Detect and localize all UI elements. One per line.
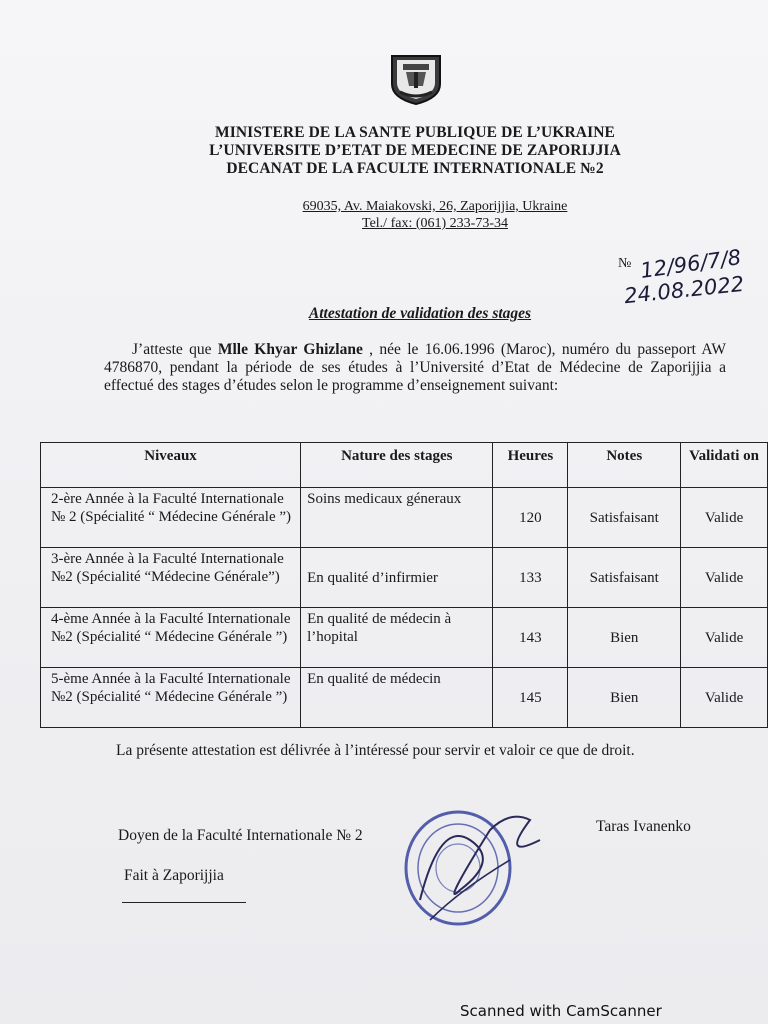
cell-nature: Soins medicaux géneraux: [301, 488, 493, 548]
header-notes: Notes: [568, 443, 681, 488]
header-validation: Validati on: [681, 443, 768, 488]
document-title: Attestation de validation des stages: [308, 305, 532, 322]
address-street: 69035, Av. Maiakovski, 26, Zaporijjia, Ukraine: [302, 199, 568, 214]
address-block: [200, 198, 670, 232]
stages-table: [40, 442, 768, 728]
header: [150, 124, 680, 178]
cell-hours: 145: [493, 668, 568, 728]
registration-date: 24.08.2022: [623, 271, 746, 309]
cell-notes: Satisfaisant: [568, 488, 681, 548]
header-ministry: MINISTERE DE LA SANTE PUBLIQUE DE L’UKRAINE: [215, 124, 615, 141]
cell-notes: Bien: [568, 668, 681, 728]
cell-hours: 133: [493, 548, 568, 608]
cell-hours: 143: [493, 608, 568, 668]
header-university: L’UNIVERSITE D’ETAT DE MEDECINE DE ZAPORIJJIA: [209, 142, 621, 159]
cell-nature: En qualité de médecin à l’hopital: [301, 608, 493, 668]
table-row: [41, 548, 768, 608]
cell-validation: Valide: [681, 668, 768, 728]
address-phone: Tel./ fax: (061) 233-73-34: [362, 216, 508, 231]
cell-nature: En qualité de médecin: [301, 668, 493, 728]
cell-validation: Valide: [681, 548, 768, 608]
signature-line: [122, 902, 246, 903]
cell-hours: 120: [493, 488, 568, 548]
cell-notes: Satisfaisant: [568, 548, 681, 608]
cell-validation: Valide: [681, 608, 768, 668]
table-header-row: [41, 443, 768, 488]
attestation-paragraph: [104, 341, 726, 395]
camscanner-watermark: Scanned with CamScanner: [460, 1002, 662, 1020]
body-part2: , née le 16.06.1996 (Maroc), numéro du passeport AW 4786870, pendant la période de ses études à l’Université d’Etat de Médecine de Zaporijjia a effectué des stages d’études selon le programme d’enseignement suivant:: [104, 341, 726, 394]
signer-name: Taras Ivanenko: [596, 818, 691, 835]
cell-level: 2-ère Année à la Faculté Internationale № 2 (Spécialité “ Médecine Générale ”): [41, 488, 301, 548]
cell-notes: Bien: [568, 608, 681, 668]
dean-label: Doyen de la Faculté Internationale № 2: [118, 827, 363, 844]
header-nature: Nature des stages: [301, 443, 493, 488]
table-row: [41, 488, 768, 548]
registration-number: 12/96/7/8: [638, 245, 743, 283]
registration-no-label: №: [618, 256, 632, 271]
cell-level: 3-ère Année à la Faculté Internationale №2 (Spécialité “Médecine Générale”): [41, 548, 301, 608]
body-part1: J’atteste que: [132, 341, 218, 358]
header-niveaux: Niveaux: [41, 443, 301, 488]
header-heures: Heures: [493, 443, 568, 488]
closing-statement: La présente attestation est délivrée à l’intéressé pour servir et valoir ce que de droit.: [116, 742, 635, 759]
student-name: Mlle Khyar Ghizlane: [217, 341, 363, 358]
cell-level: 4-ème Année à la Faculté Internationale №2 (Spécialité “ Médecine Générale ”): [41, 608, 301, 668]
cell-validation: Valide: [681, 488, 768, 548]
cell-level: 5-ème Année à la Faculté Internationale №2 (Spécialité “ Médecine Générale ”): [41, 668, 301, 728]
official-stamp-icon: [400, 800, 550, 930]
cell-nature: En qualité d’infirmier: [301, 548, 493, 608]
university-emblem-icon: [386, 50, 446, 106]
table-row: [41, 608, 768, 668]
table-row: [41, 668, 768, 728]
header-decanat: DECANAT DE LA FACULTE INTERNATIONALE №2: [226, 160, 604, 177]
place-of-issue: Fait à Zaporijjia: [124, 867, 224, 884]
